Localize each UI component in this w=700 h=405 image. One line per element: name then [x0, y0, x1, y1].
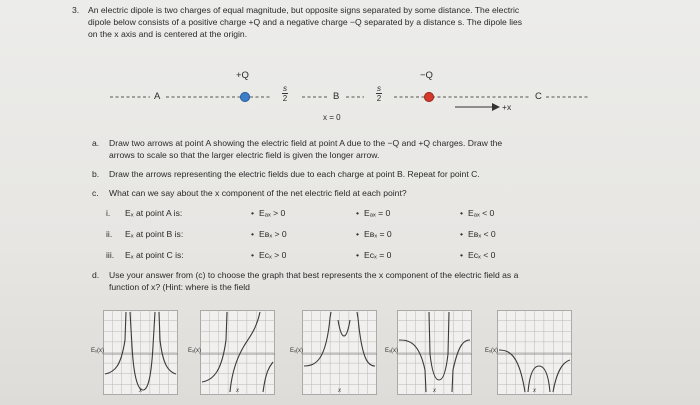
fraction-denominator: 2 [282, 94, 288, 103]
positive-charge-dot [240, 92, 250, 102]
point-c-label: C [535, 91, 542, 102]
answer-option[interactable]: • Eᴄₓ < 0 [460, 250, 495, 261]
direction-label: +x [502, 102, 512, 112]
negative-charge-dot [424, 92, 434, 102]
part-b-label: b. [92, 169, 100, 179]
answer-option[interactable]: • Eʙₓ = 0 [356, 229, 392, 240]
graph-x-label: x [338, 388, 341, 394]
fraction-numerator: s [283, 84, 287, 93]
row-number: i. [106, 208, 111, 218]
part-c-text: What can we say about the x component of the net electric field at each point? [109, 188, 407, 198]
answer-option[interactable]: • Eₐₓ = 0 [356, 208, 390, 219]
answer-option[interactable]: • Eₐₓ > 0 [251, 208, 285, 219]
answer-option[interactable]: • Eᴄₓ = 0 [356, 250, 391, 261]
part-d-label: d. [92, 270, 100, 280]
part-b-text: Draw the arrows representing the electric fields due to each charge at point B. Repeat for point C. [109, 169, 480, 179]
graph-y-label: Eₓ(x) [91, 348, 104, 354]
row-number: iii. [106, 250, 115, 260]
graph-x-label: x [433, 388, 436, 394]
row-label: Eₓ at point A is: [125, 208, 183, 218]
intro-line-3: on the x axis and is centered at the origin. [88, 29, 248, 39]
graph-x-label: x [236, 388, 239, 394]
row-label: Eₓ at point C is: [125, 250, 184, 260]
answer-option[interactable]: • Eʙₓ > 0 [251, 229, 287, 240]
part-a-line-2: arrows to scale so that the larger electric field is given the longer arrow. [109, 150, 380, 160]
point-a-label: A [154, 91, 161, 102]
graph-option-2[interactable] [188, 310, 275, 395]
graph-x-label: x [139, 388, 142, 394]
point-b-label: B [333, 91, 340, 102]
part-a-line-1: Draw two arrows at point A showing the electric field at point A due to the −Q and +Q charges. Draw the [109, 138, 503, 148]
graph-y-label: Eₓ(x) [485, 348, 498, 354]
part-a-label: a. [92, 138, 100, 148]
answer-option[interactable]: • Eʙₓ < 0 [460, 229, 496, 240]
fraction-numerator: s [377, 84, 381, 93]
graph-y-label: Eₓ(x) [385, 348, 398, 354]
graph-option-4[interactable] [385, 310, 472, 395]
row-label: Eₓ at point B is: [125, 229, 184, 239]
dipole-axis [0, 0, 700, 130]
graph-x-label: x [533, 388, 536, 394]
origin-label: x = 0 [323, 113, 341, 122]
part-d-line-2: function of x? (Hint: where is the field [109, 282, 250, 292]
row-number: ii. [106, 229, 113, 239]
graph-y-label: Eₓ(x) [290, 348, 303, 354]
fraction-denominator: 2 [376, 94, 382, 103]
graph-y-label: Eₓ(x) [188, 348, 201, 354]
half-distance-right [374, 84, 384, 103]
half-distance-left [280, 84, 290, 103]
problem-number: 3. [72, 5, 80, 15]
intro-line-1: An electric dipole is two charges of equal magnitude, but opposite signs separated by some distance. The electric [88, 5, 520, 15]
plus-charge-label: +Q [236, 70, 249, 81]
graph-option-3[interactable] [290, 310, 377, 395]
answer-option[interactable]: • Eₐₓ < 0 [460, 208, 494, 219]
intro-line-2: dipole below consists of a positive charge +Q and a negative charge −Q separated by a distance s. The dipole lies [88, 17, 523, 27]
graph-option-5[interactable] [485, 310, 572, 395]
minus-charge-label: −Q [420, 70, 433, 81]
part-d-line-1: Use your answer from (c) to choose the graph that best represents the x component of the electric field as a [109, 270, 519, 280]
part-c-label: c. [92, 188, 99, 198]
answer-option[interactable]: • Eᴄₓ > 0 [251, 250, 286, 261]
graph-option-1[interactable] [91, 310, 178, 395]
